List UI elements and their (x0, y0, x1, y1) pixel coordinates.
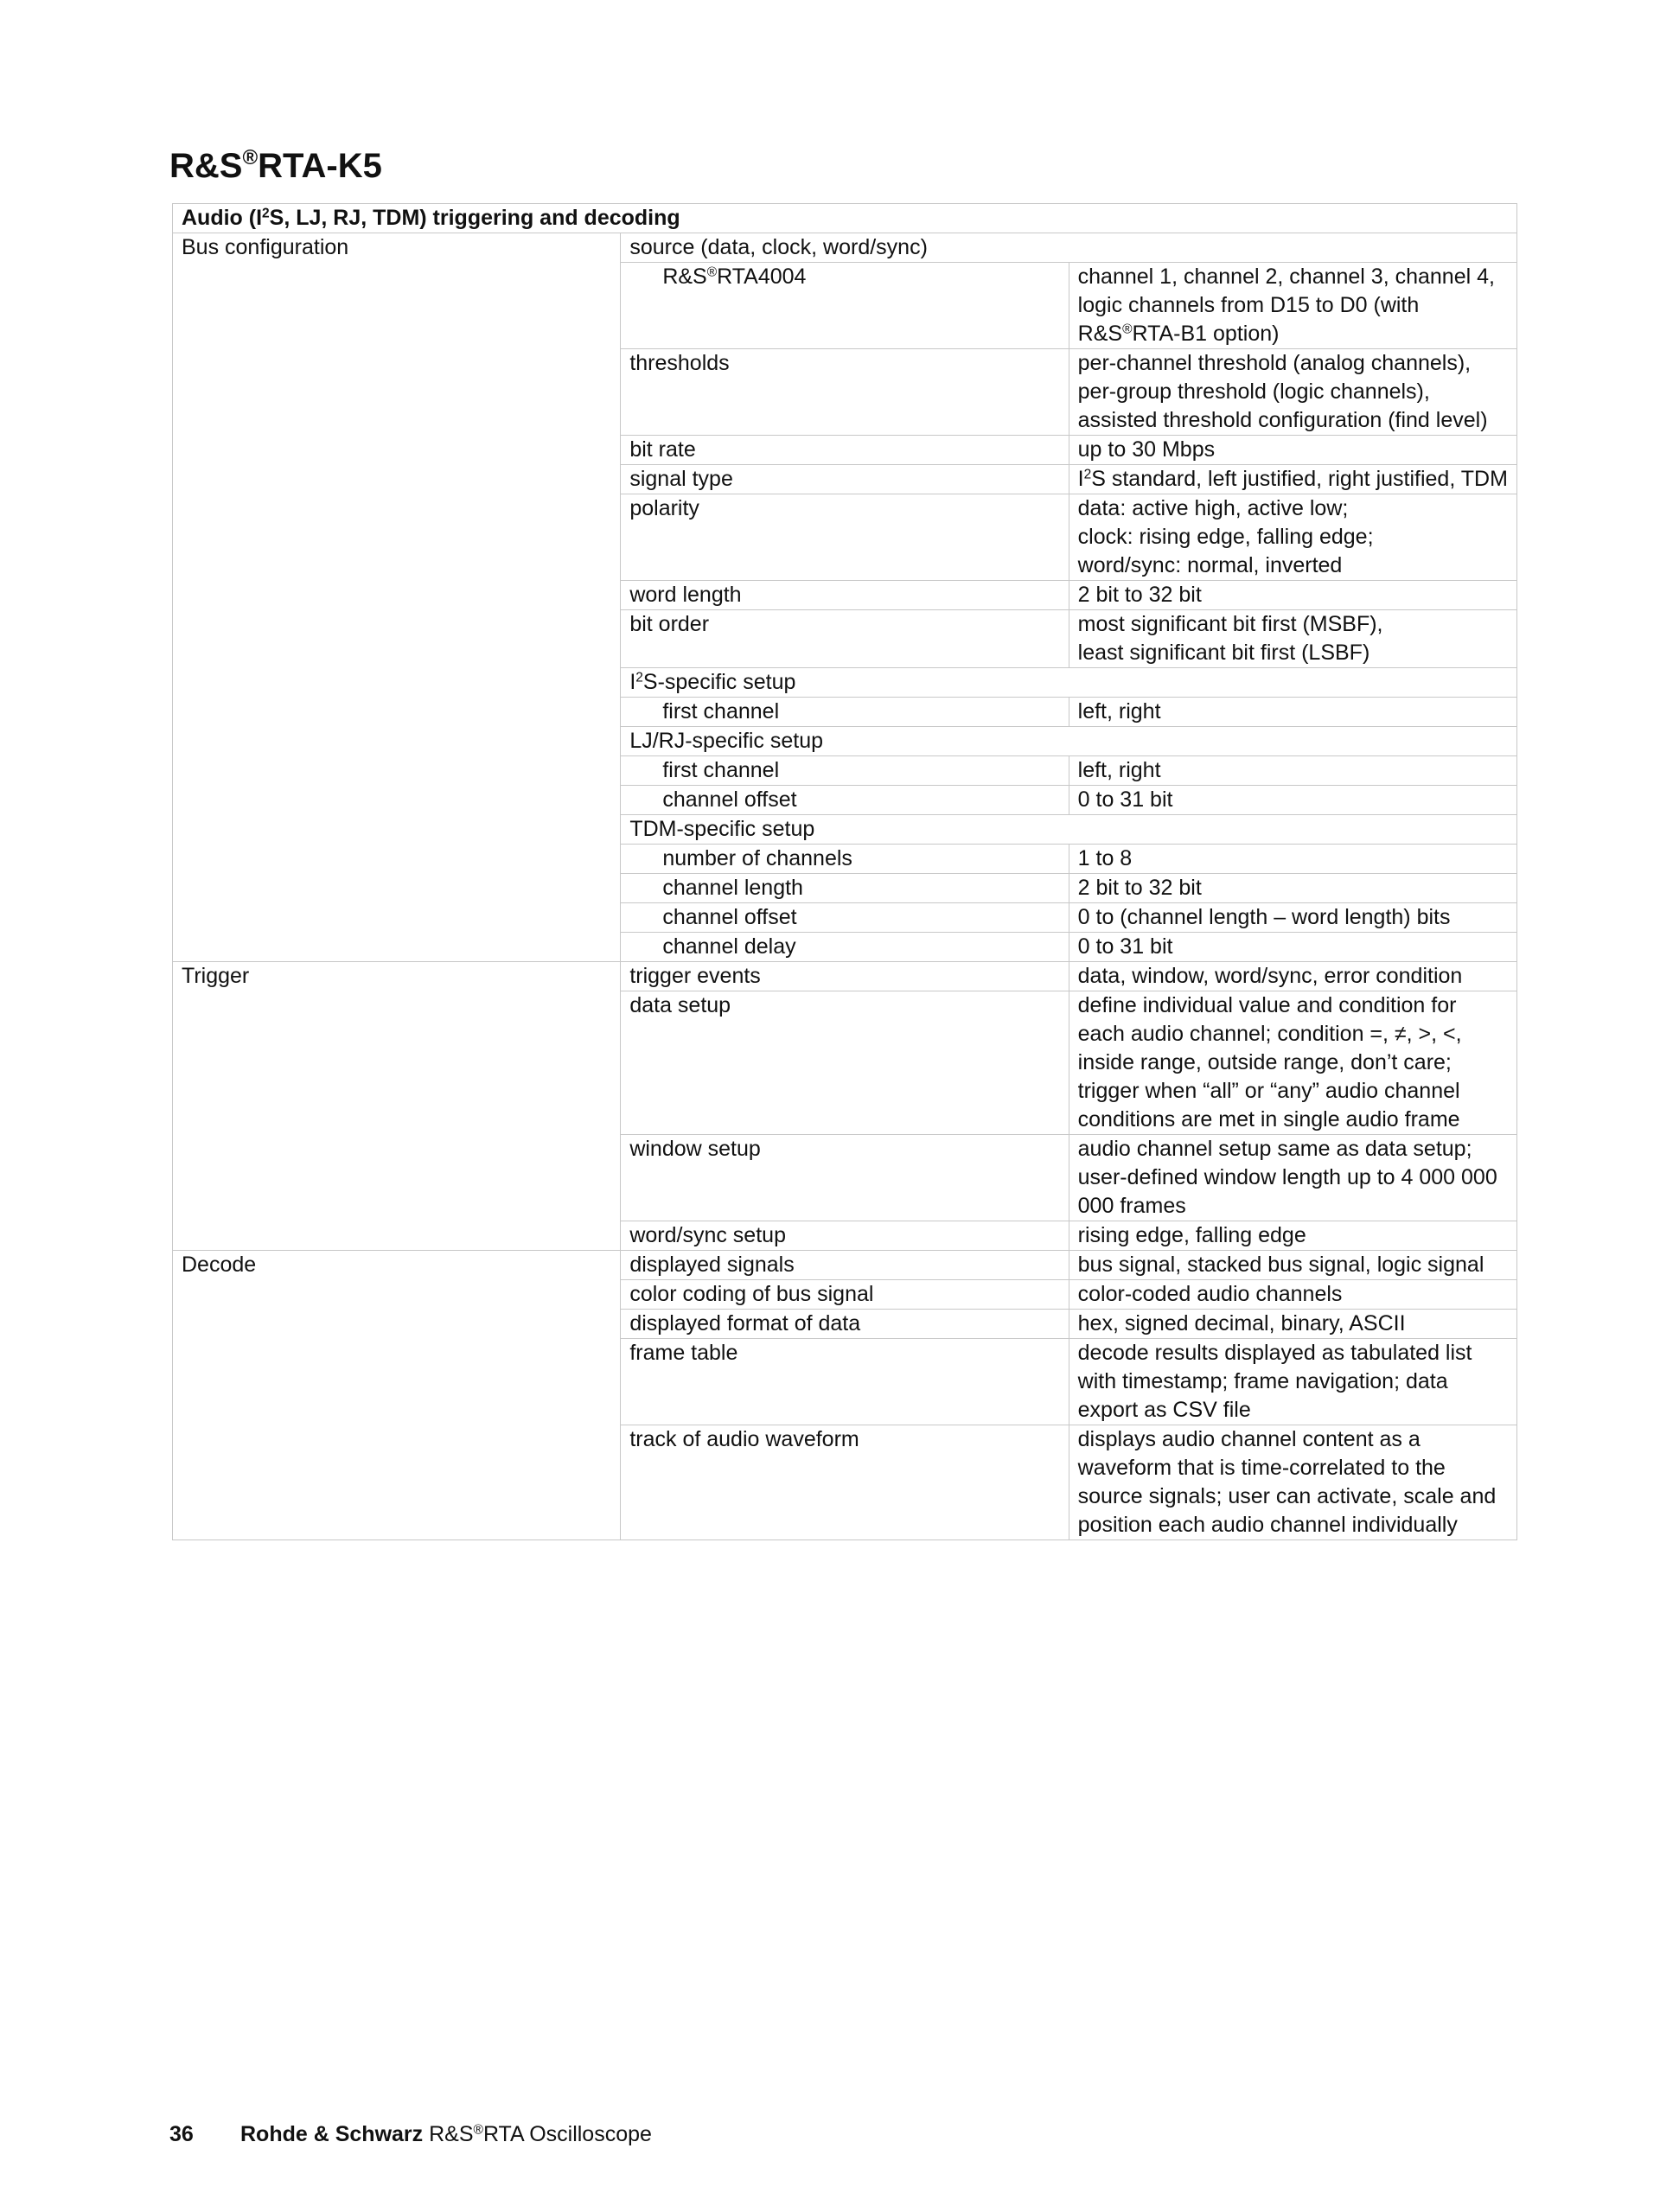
value-cell: 2 bit to 32 bit (1069, 874, 1516, 903)
table-row (173, 933, 1517, 962)
table-row (173, 1135, 1517, 1221)
value-cell: define individual value and condition for each audio channel; condition =, ≠, >, <, inside range, outside range, don’t care; trigger when “all” or “any” audio channel conditions are met in single audio frame (1069, 991, 1516, 1135)
value-cell: left, right (1069, 756, 1516, 786)
row-group-cell (173, 1425, 621, 1540)
footer-product-suffix: RTA Oscilloscope (482, 2122, 652, 2146)
page-number: 36 (169, 2122, 194, 2146)
parameter-cell: number of channels (621, 845, 1069, 874)
row-group-cell (173, 991, 621, 1135)
row-group-cell (173, 727, 621, 756)
parameter-cell: channel length (621, 874, 1069, 903)
table-row (173, 494, 1517, 581)
section-title-superscript: 2 (262, 206, 270, 221)
table-row (173, 815, 1517, 845)
row-group-cell (173, 349, 621, 436)
row-group-cell (173, 581, 621, 610)
row-group-cell (173, 1221, 621, 1251)
section-header-row (173, 204, 1517, 233)
value-cell: data: active high, active low; clock: rising edge, falling edge; word/sync: normal, inverted (1069, 494, 1516, 581)
section-title-suffix: S, LJ, RJ, TDM) triggering and decoding (269, 206, 680, 230)
value-cell: 1 to 8 (1069, 845, 1516, 874)
spec-table (172, 203, 1517, 1540)
table-row (173, 233, 1517, 263)
table-row (173, 786, 1517, 815)
parameter-cell: frame table (621, 1339, 1069, 1425)
table-row (173, 1251, 1517, 1280)
row-group-cell (173, 1135, 621, 1221)
registered-mark: ® (242, 146, 259, 169)
table-row (173, 581, 1517, 610)
table-row (173, 349, 1517, 436)
table-row (173, 1339, 1517, 1425)
value-cell: channel 1, channel 2, channel 3, channel 4, logic channels from D15 to D0 (with R&S®RTA-B1 option) (1069, 263, 1516, 349)
table-row (173, 698, 1517, 727)
parameter-cell: displayed format of data (621, 1310, 1069, 1339)
parameter-cell: channel delay (621, 933, 1069, 962)
heading-prefix: R&S (169, 147, 243, 185)
table-row (173, 1310, 1517, 1339)
table-row (173, 1221, 1517, 1251)
row-group-cell (173, 933, 621, 962)
footer-registered-mark: ® (473, 2122, 483, 2138)
value-cell: $I^2S$ standard, left justified, right justified, TDM (1069, 465, 1516, 494)
value-cell: 0 to (channel length – word length) bits (1069, 903, 1516, 933)
row-group-cell (173, 494, 621, 581)
parameter-cell: track of audio waveform (621, 1425, 1069, 1540)
value-cell: hex, signed decimal, binary, ASCII (1069, 1310, 1516, 1339)
heading-suffix: RTA-K5 (258, 147, 382, 185)
row-group-cell (173, 874, 621, 903)
parameter-cell: channel offset (621, 903, 1069, 933)
parameter-cell: color coding of bus signal (621, 1280, 1069, 1310)
section-title-prefix: Audio (I (182, 206, 263, 230)
row-group-cell (173, 786, 621, 815)
parameter-cell: window setup (621, 1135, 1069, 1221)
row-group-cell (173, 698, 621, 727)
row-group-cell (173, 815, 621, 845)
table-row (173, 1280, 1517, 1310)
value-cell: 0 to 31 bit (1069, 786, 1516, 815)
table-row (173, 610, 1517, 668)
value-cell: audio channel setup same as data setup; user-defined window length up to 4 000 000 000 frames (1069, 1135, 1516, 1221)
section-title (173, 204, 1517, 233)
row-group-cell (173, 1339, 621, 1425)
parameter-cell: LJ/RJ-specific setup (621, 727, 1517, 756)
value-cell: rising edge, falling edge (1069, 1221, 1516, 1251)
row-group-cell (173, 756, 621, 786)
row-group-cell (173, 436, 621, 465)
value-cell: displays audio channel content as a waveform that is time-correlated to the source signals; user can activate, scale and position each audio channel individually (1069, 1425, 1516, 1540)
table-row (173, 756, 1517, 786)
row-group-cell (173, 668, 621, 698)
parameter-cell: signal type (621, 465, 1069, 494)
parameter-cell: word length (621, 581, 1069, 610)
row-group-cell (173, 845, 621, 874)
parameter-cell: displayed signals (621, 1251, 1069, 1280)
parameter-cell: channel offset (621, 786, 1069, 815)
table-row (173, 962, 1517, 991)
parameter-cell: TDM-specific setup (621, 815, 1517, 845)
table-row (173, 465, 1517, 494)
value-cell: most significant bit first (MSBF), least significant bit first (LSBF) (1069, 610, 1516, 668)
value-cell: up to 30 Mbps (1069, 436, 1516, 465)
table-row (173, 874, 1517, 903)
value-cell: 2 bit to 32 bit (1069, 581, 1516, 610)
table-row (173, 668, 1517, 698)
row-group-cell (173, 610, 621, 668)
parameter-cell: data setup (621, 991, 1069, 1135)
parameter-cell: word/sync setup (621, 1221, 1069, 1251)
value-cell: data, window, word/sync, error condition (1069, 962, 1516, 991)
row-group-cell: Trigger (173, 962, 621, 991)
parameter-cell: bit rate (621, 436, 1069, 465)
value-cell: left, right (1069, 698, 1516, 727)
row-group-cell (173, 903, 621, 933)
parameter-cell: source (data, clock, word/sync) (621, 233, 1517, 263)
footer-product-prefix: R&S (429, 2122, 474, 2146)
row-group-cell (173, 1280, 621, 1310)
page-footer (169, 2121, 652, 2147)
parameter-cell: $I^2S$-specific setup (621, 668, 1517, 698)
value-cell: 0 to 31 bit (1069, 933, 1516, 962)
row-group-cell: Bus configuration (173, 233, 621, 263)
parameter-cell: thresholds (621, 349, 1069, 436)
table-row (173, 727, 1517, 756)
parameter-cell: trigger events (621, 962, 1069, 991)
table-row (173, 1425, 1517, 1540)
parameter-cell: first channel (621, 756, 1069, 786)
value-cell: decode results displayed as tabulated list with timestamp; frame navigation; data export as CSV file (1069, 1339, 1516, 1425)
table-row (173, 991, 1517, 1135)
parameter-cell: first channel (621, 698, 1069, 727)
row-group-cell (173, 1310, 621, 1339)
row-group-cell (173, 263, 621, 349)
row-group-cell: Decode (173, 1251, 621, 1280)
page-heading (169, 147, 382, 185)
table-row (173, 903, 1517, 933)
row-group-cell (173, 465, 621, 494)
parameter-cell: bit order (621, 610, 1069, 668)
value-cell: per-channel threshold (analog channels), per-group threshold (logic channels), assisted threshold configuration (find level) (1069, 349, 1516, 436)
table-row (173, 436, 1517, 465)
value-cell: color-coded audio channels (1069, 1280, 1516, 1310)
table-row (173, 263, 1517, 349)
value-cell: bus signal, stacked bus signal, logic signal (1069, 1251, 1516, 1280)
parameter-cell: R&S®RTA4004 (621, 263, 1069, 349)
parameter-cell: polarity (621, 494, 1069, 581)
footer-brand: Rohde & Schwarz (240, 2122, 424, 2146)
table-row (173, 845, 1517, 874)
